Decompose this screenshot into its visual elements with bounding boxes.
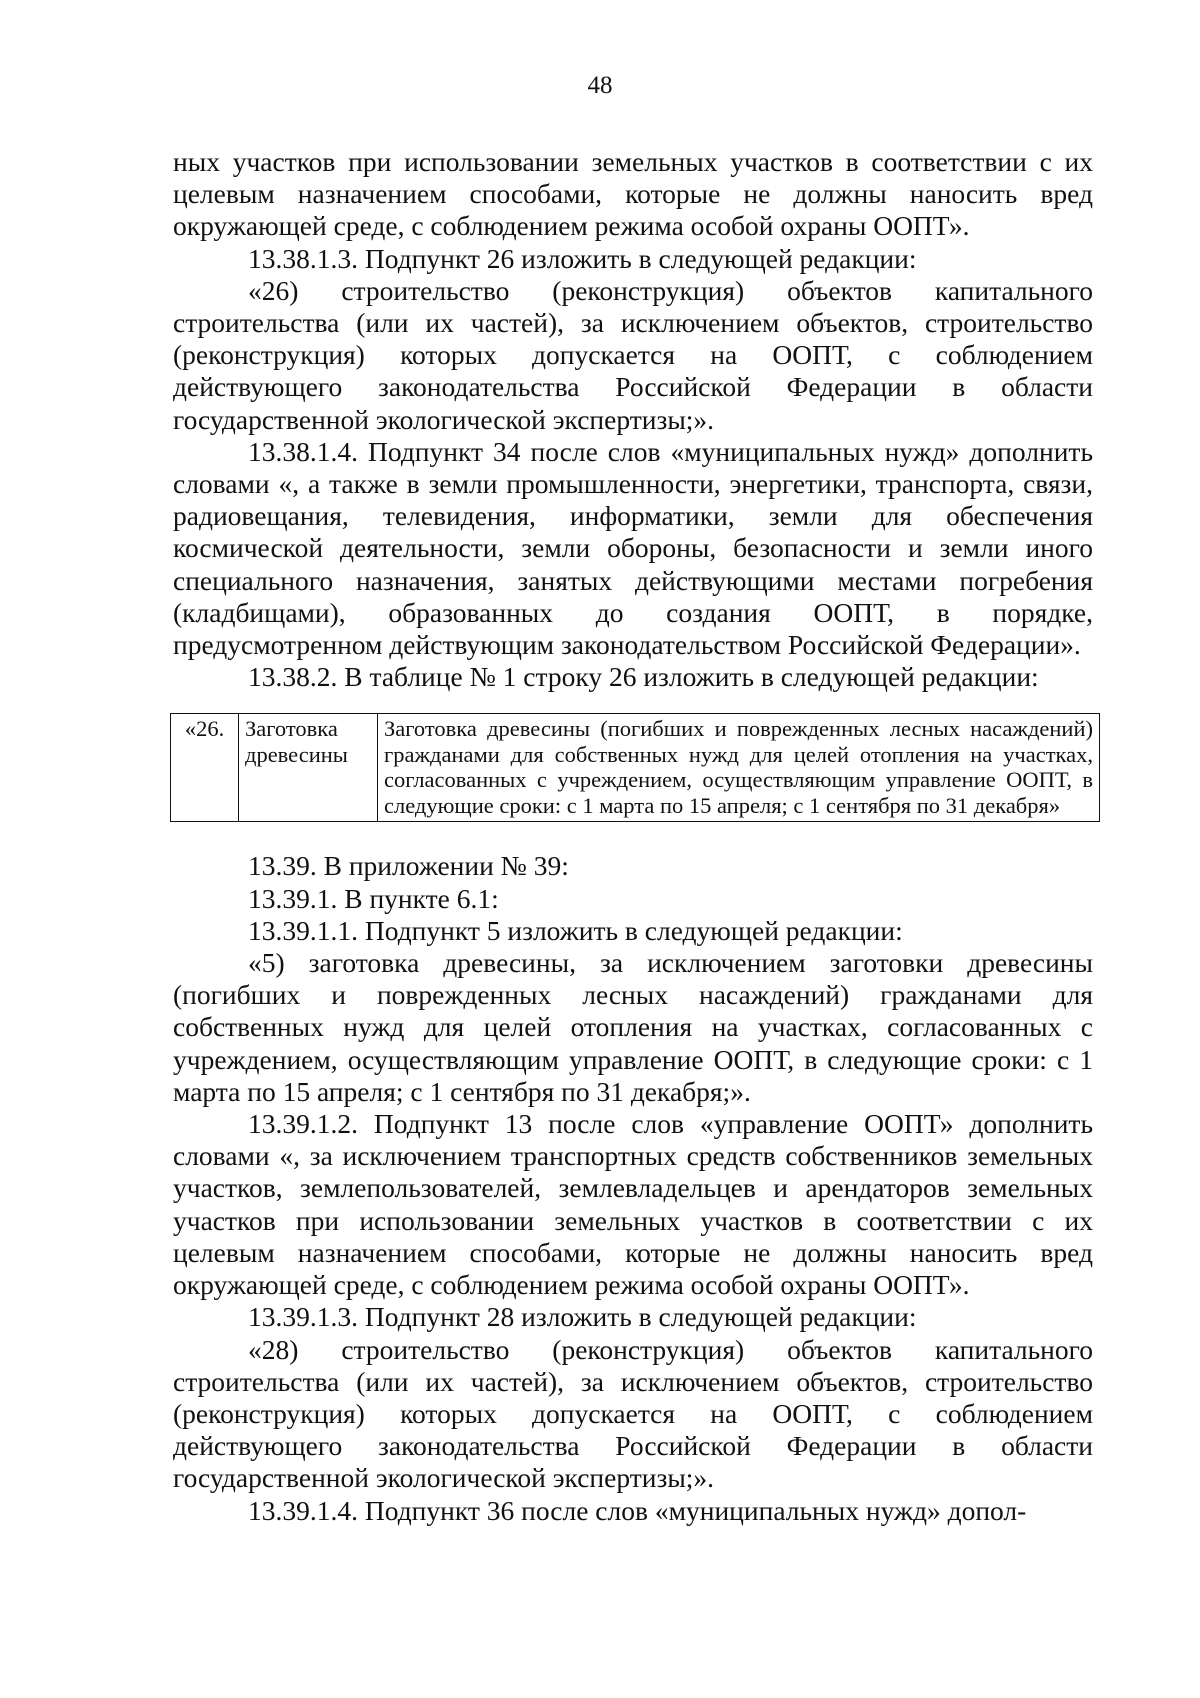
paragraph: 13.39.1.4. Подпункт 36 после слов «муниципальных нужд» допол- (248, 1494, 1027, 1526)
table-cell-name: Заготовка древесины (239, 714, 378, 822)
paragraph: ных участков при использовании земельных участков в соответствии с их целевым назначением способами, которые не должны наносить вред окружающей среде, с соблюдением режима особой охраны ООПТ». (173, 146, 1093, 242)
paragraph: 13.38.2. В таблице № 1 строку 26 изложить в следующей редакции: (248, 661, 1039, 693)
paragraph: 13.39.1.3. Подпункт 28 изложить в следующей редакции: (248, 1301, 917, 1333)
paragraph: «26) строительство (реконструкция) объектов капитального строительства (или их частей), за исключением объектов, строительство (реконструкция) которых допускается на ООПТ, с соблюдением действующего законодательства Российской Федерации в области государственной экологической экспертизы;». (173, 274, 1093, 435)
page-number: 48 (587, 72, 613, 99)
document-body (173, 146, 1093, 1527)
amendment-table (170, 713, 1100, 822)
paragraph: 13.38.1.3. Подпункт 26 изложить в следующей редакции: (248, 242, 917, 274)
paragraph: 13.39. В приложении № 39: (248, 850, 569, 882)
table-cell-number: «26. (171, 714, 239, 822)
paragraphs-after-table (173, 850, 1093, 1526)
paragraph: 13.39.1.1. Подпункт 5 изложить в следующей редакции: (248, 914, 903, 946)
paragraph: «28) строительство (реконструкция) объектов капитального строительства (или их частей), за исключением объектов, строительство (реконструкция) которых допускается на ООПТ, с соблюдением действующего законодательства Российской Федерации в области государственной экологической экспертизы;». (173, 1333, 1093, 1494)
amendment-table-body (171, 714, 1100, 822)
paragraph: «5) заготовка древесины, за исключением заготовки древесины (погибших и поврежденных лесных насаждений) гражданами для собственных нужд для целей отопления на участках, согласованных с учреждением, осуществляющим управление ООПТ, в следующие сроки: с 1 марта по 15 апреля; с 1 сентября по 31 декабря;». (173, 947, 1093, 1107)
paragraph: 13.38.1.4. Подпункт 34 после слов «муниципальных нужд» дополнить словами «, а также в земли промышленности, энергетики, транспорта, связи, радиовещания, телевидения, информатики, земли для обеспечения космической деятельности, земли обороны, безопасности и земли иного специального назначения, занятых действующими местами погребения (кладбищами), образованных до создания ООПТ, в порядке, предусмотренном действующим законодательством Российской Федерации». (173, 435, 1093, 661)
paragraphs-before-table (173, 146, 1093, 693)
paragraph: 13.39.1.2. Подпункт 13 после слов «управление ООПТ» дополнить словами «, за исключением транспортных средств собственников земельных участков, землепользователей, землевладельцев и арендаторов земельных участков при использовании земельных участков в соответствии с их целевым назначением способами, которые не должны наносить вред окружающей среде, с соблюдением режима особой охраны ООПТ». (173, 1108, 1093, 1301)
table-cell-description: Заготовка древесины (погибших и поврежденных лесных насаждений) гражданами для собственных нужд для целей отопления на участках, согласованных с учреждением, осуществляющим управление ООПТ, в следующие сроки: с 1 марта по 15 апреля; с 1 сентября по 31 декабря» (378, 714, 1100, 822)
paragraph: 13.39.1. В пункте 6.1: (248, 882, 499, 914)
table-row (171, 714, 1100, 822)
